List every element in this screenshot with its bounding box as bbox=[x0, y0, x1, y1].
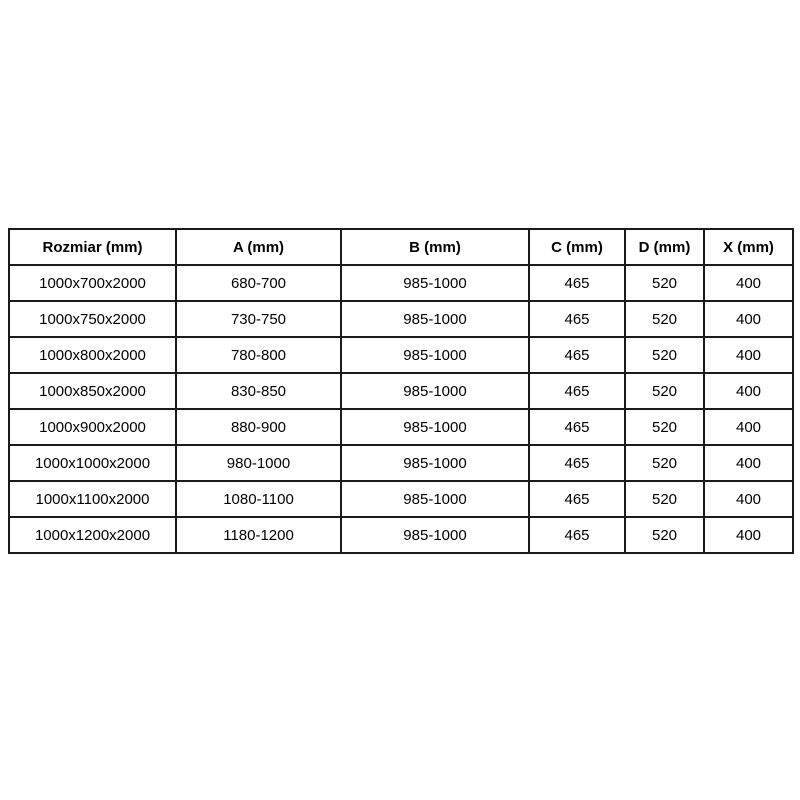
table-row bbox=[9, 229, 793, 265]
table-cell: 520 bbox=[625, 517, 704, 553]
table-cell: 400 bbox=[704, 301, 793, 337]
table-cell: 400 bbox=[704, 373, 793, 409]
table-cell: 680-700 bbox=[176, 265, 341, 301]
table-cell: 1080-1100 bbox=[176, 481, 341, 517]
table-row bbox=[9, 481, 793, 517]
column-header: B (mm) bbox=[341, 229, 529, 265]
table-cell: 465 bbox=[529, 481, 625, 517]
table-cell: 465 bbox=[529, 445, 625, 481]
table-cell: 400 bbox=[704, 481, 793, 517]
table-cell: 520 bbox=[625, 301, 704, 337]
table-cell: 985-1000 bbox=[341, 409, 529, 445]
table-cell: 1000x850x2000 bbox=[9, 373, 176, 409]
table-cell: 1000x800x2000 bbox=[9, 337, 176, 373]
table-cell: 980-1000 bbox=[176, 445, 341, 481]
table-cell: 985-1000 bbox=[341, 517, 529, 553]
table-cell: 985-1000 bbox=[341, 373, 529, 409]
table-cell: 780-800 bbox=[176, 337, 341, 373]
column-header: C (mm) bbox=[529, 229, 625, 265]
table-row bbox=[9, 409, 793, 445]
table-cell: 400 bbox=[704, 337, 793, 373]
table-row bbox=[9, 265, 793, 301]
table-cell: 985-1000 bbox=[341, 481, 529, 517]
table-cell: 985-1000 bbox=[341, 337, 529, 373]
table-cell: 1000x1000x2000 bbox=[9, 445, 176, 481]
table-cell: 465 bbox=[529, 265, 625, 301]
table-cell: 400 bbox=[704, 517, 793, 553]
table-cell: 985-1000 bbox=[341, 301, 529, 337]
table-cell: 400 bbox=[704, 445, 793, 481]
table-cell: 465 bbox=[529, 517, 625, 553]
table-body bbox=[9, 265, 793, 553]
table-row bbox=[9, 517, 793, 553]
table-cell: 985-1000 bbox=[341, 265, 529, 301]
table-cell: 1000x1200x2000 bbox=[9, 517, 176, 553]
table-cell: 1000x750x2000 bbox=[9, 301, 176, 337]
table-cell: 400 bbox=[704, 409, 793, 445]
table-cell: 730-750 bbox=[176, 301, 341, 337]
table-cell: 465 bbox=[529, 301, 625, 337]
table-cell: 520 bbox=[625, 373, 704, 409]
table-cell: 1180-1200 bbox=[176, 517, 341, 553]
spec-table bbox=[8, 228, 794, 554]
table-cell: 520 bbox=[625, 481, 704, 517]
dimension-table-container bbox=[8, 228, 792, 554]
table-cell: 1000x900x2000 bbox=[9, 409, 176, 445]
table-cell: 830-850 bbox=[176, 373, 341, 409]
table-cell: 520 bbox=[625, 445, 704, 481]
table-cell: 465 bbox=[529, 373, 625, 409]
table-cell: 880-900 bbox=[176, 409, 341, 445]
table-cell: 465 bbox=[529, 337, 625, 373]
table-cell: 400 bbox=[704, 265, 793, 301]
table-row bbox=[9, 301, 793, 337]
table-cell: 1000x1100x2000 bbox=[9, 481, 176, 517]
table-row bbox=[9, 337, 793, 373]
table-cell: 520 bbox=[625, 409, 704, 445]
table-cell: 520 bbox=[625, 337, 704, 373]
column-header: D (mm) bbox=[625, 229, 704, 265]
table-cell: 985-1000 bbox=[341, 445, 529, 481]
table-row bbox=[9, 445, 793, 481]
column-header: A (mm) bbox=[176, 229, 341, 265]
table-cell: 465 bbox=[529, 409, 625, 445]
column-header: X (mm) bbox=[704, 229, 793, 265]
table-cell: 520 bbox=[625, 265, 704, 301]
table-header-row bbox=[9, 229, 793, 265]
column-header: Rozmiar (mm) bbox=[9, 229, 176, 265]
table-cell: 1000x700x2000 bbox=[9, 265, 176, 301]
table-row bbox=[9, 373, 793, 409]
